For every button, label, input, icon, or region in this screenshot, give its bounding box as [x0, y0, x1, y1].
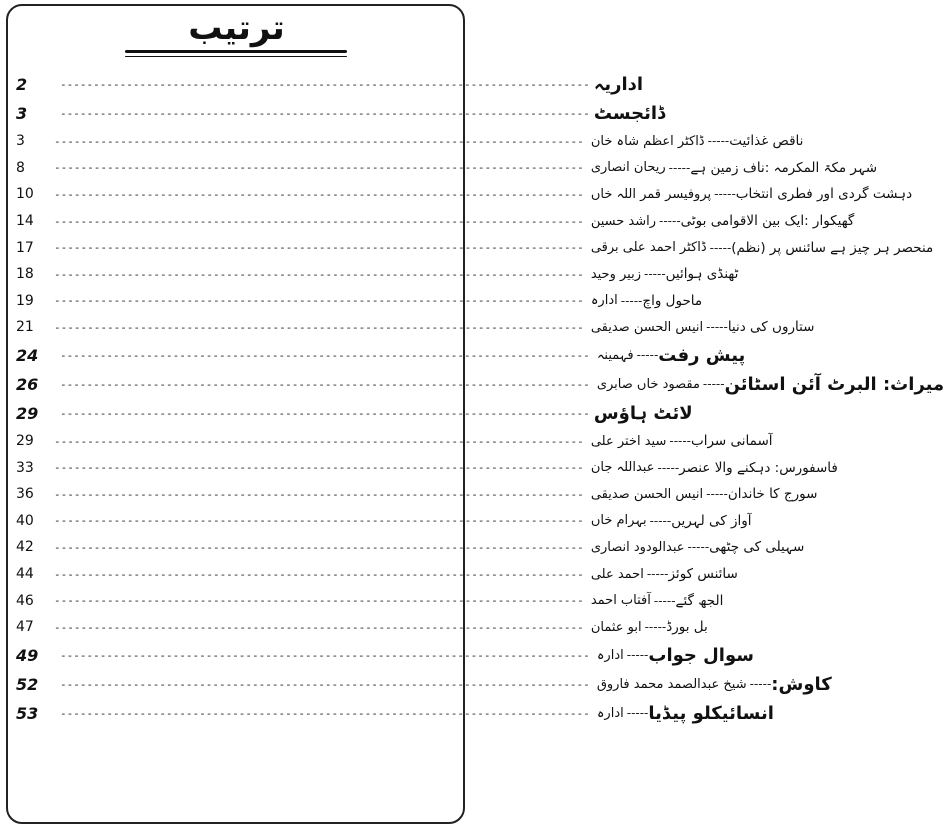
toc-separator: ----- [707, 134, 730, 149]
toc-entry[interactable] [16, 614, 708, 641]
toc-entry[interactable] [16, 699, 774, 728]
toc-page-number: 53 [16, 703, 39, 723]
toc-author: زبیر وحید [590, 266, 641, 282]
toc-title: بل بورڈ [666, 619, 708, 636]
toc-dot-leader: -------------------------------------------------------------------------------- [54, 620, 584, 634]
toc-page-number: 44 [16, 566, 34, 583]
toc-title: گھیکوار :ایک بین الاقوامی بوٹی [680, 213, 855, 230]
toc-entry[interactable] [16, 99, 666, 128]
toc-separator: ----- [636, 348, 659, 363]
toc-entry[interactable] [16, 508, 752, 535]
toc-page-number: 46 [16, 592, 34, 609]
toc-dot-leader: -------------------------------------------------------------------------------- [54, 161, 584, 175]
toc-entry[interactable] [16, 314, 815, 341]
toc-entry[interactable] [16, 561, 738, 588]
toc-dot-leader: -------------------------------------------------------------------------------- [54, 241, 584, 255]
toc-separator: ----- [714, 187, 736, 202]
title-underline [125, 50, 347, 53]
toc-dot-leader: -------------------------------------------------------------------------------- [54, 434, 584, 448]
toc-author: عبداللہ جان [590, 460, 655, 476]
toc-author: ریحان انصاری [590, 160, 666, 176]
toc-author: پروفیسر قمر اللہ خاں [590, 186, 712, 202]
toc-page-number: 33 [16, 459, 34, 476]
toc-entry[interactable] [16, 587, 724, 614]
toc-page-number: 14 [16, 213, 34, 230]
toc-title: آواز کی لہریں [671, 512, 752, 529]
toc-page-number: 36 [16, 486, 34, 503]
toc-entry[interactable] [16, 155, 878, 182]
toc-title: آسمانی سراب [691, 433, 773, 450]
toc-dot-leader: -------------------------------------------------------------------------------- [60, 78, 590, 91]
toc-dot-leader: -------------------------------------------------------------------------------- [60, 348, 590, 362]
toc-dot-leader: -------------------------------------------------------------------------------- [54, 267, 584, 281]
toc-author: ابو عثمان [590, 619, 642, 635]
toc-title: سورج کا خاندان [727, 486, 818, 503]
toc-page-number: 49 [16, 645, 39, 665]
toc-author: احمد علی [590, 566, 644, 582]
toc-title: الجھ گئے [675, 592, 724, 609]
toc-separator: ----- [668, 160, 691, 175]
toc-title: ناقص غذائیت [729, 133, 804, 150]
toc-separator: ----- [687, 540, 710, 555]
toc-separator: ----- [669, 434, 692, 449]
toc-entry[interactable] [16, 534, 805, 561]
toc-dot-leader: -------------------------------------------------------------------------------- [54, 461, 584, 475]
toc-entry[interactable] [16, 428, 773, 455]
toc-separator: ----- [649, 513, 672, 528]
toc-author: ادارہ [596, 705, 624, 721]
toc-page-number: 42 [16, 539, 34, 556]
toc-dot-leader: -------------------------------------------------------------------------------- [54, 134, 584, 148]
toc-entry[interactable] [16, 481, 818, 508]
toc-entry[interactable] [16, 181, 913, 208]
toc-author: فہمینہ [596, 347, 634, 363]
toc-title: شہر مکۃ المکرمہ :ناف زمین ہے [690, 159, 878, 176]
toc-author: ادارہ [596, 647, 624, 663]
toc-separator: ----- [659, 214, 681, 229]
toc-title: پیش رفت [658, 344, 746, 366]
toc-page-number: 21 [16, 319, 34, 336]
toc-title: ڈائجسٹ [593, 103, 666, 124]
toc-page-number: 26 [16, 374, 39, 394]
toc-entry[interactable] [16, 70, 644, 99]
toc-separator: ----- [657, 460, 680, 475]
toc-author: عبدالودود انصاری [590, 539, 685, 555]
toc-dot-leader: -------------------------------------------------------------------------------- [54, 540, 584, 554]
toc-dot-leader: -------------------------------------------------------------------------------- [60, 107, 590, 120]
toc-separator: ----- [709, 240, 732, 255]
toc-entry[interactable] [16, 128, 804, 155]
toc-page-number: 10 [16, 186, 34, 203]
toc-title: سہیلی کی چٹھی [709, 539, 805, 556]
toc-page-number: 47 [16, 619, 34, 636]
toc-author: سید اختر علی [590, 433, 667, 449]
toc-page-number: 3 [16, 133, 25, 150]
toc-page-number: 52 [16, 674, 39, 694]
toc-dot-leader: -------------------------------------------------------------------------------- [54, 320, 584, 334]
toc-entry[interactable] [16, 208, 855, 235]
toc-separator: ----- [706, 487, 728, 502]
toc-entry[interactable] [16, 370, 944, 399]
toc-title: ماحول واچ [642, 292, 703, 309]
toc-author: انیس الحسن صدیقی [590, 486, 704, 502]
toc-dot-leader: -------------------------------------------------------------------------------- [54, 214, 584, 228]
toc-author: انیس الحسن صدیقی [590, 319, 704, 335]
toc-separator: ----- [706, 320, 728, 335]
toc-author: بہرام خاں [590, 513, 647, 529]
toc-dot-leader: -------------------------------------------------------------------------------- [54, 487, 584, 501]
toc-entry[interactable] [16, 261, 739, 288]
toc-entry[interactable] [16, 454, 838, 481]
toc-page-number: 40 [16, 512, 34, 529]
toc-dot-leader: -------------------------------------------------------------------------------- [54, 594, 584, 608]
table-of-contents [16, 70, 944, 728]
toc-title: میراث: البرٹ آئن اسٹائن [724, 373, 944, 395]
toc-dot-leader: -------------------------------------------------------------------------------- [60, 406, 590, 420]
toc-page-number: 24 [16, 345, 39, 365]
toc-separator: ----- [626, 706, 649, 720]
toc-entry[interactable] [16, 641, 754, 670]
toc-author: ڈاکٹر احمد علی برقی [590, 240, 707, 256]
title-underline-thin [125, 56, 347, 57]
toc-author: شیخ عبدالصمد محمد فاروق [596, 676, 747, 692]
toc-dot-leader: -------------------------------------------------------------------------------- [60, 706, 590, 720]
toc-separator: ----- [626, 648, 649, 662]
toc-author: آفتاب احمد [590, 593, 651, 609]
toc-dot-leader: -------------------------------------------------------------------------------- [60, 377, 590, 391]
toc-separator: ----- [646, 567, 669, 582]
toc-entry[interactable] [16, 670, 832, 699]
toc-title: انسائیکلو پیڈیا [648, 702, 774, 724]
toc-page-number: 29 [16, 433, 34, 450]
toc-title: ستاروں کی دنیا [727, 319, 815, 336]
toc-dot-leader: -------------------------------------------------------------------------------- [60, 648, 590, 662]
toc-title: سوال جواب [648, 644, 754, 666]
toc-title: فاسفورس: دہکنے والا عنصر [679, 459, 838, 476]
toc-entry[interactable] [16, 288, 703, 315]
toc-separator: ----- [653, 593, 676, 608]
toc-page-number: 8 [16, 159, 25, 176]
page-title: ترتیب [188, 8, 285, 48]
toc-title: اداریہ [593, 74, 644, 95]
toc-page-number: 17 [16, 239, 34, 256]
toc-separator: ----- [644, 620, 667, 635]
toc-title: سائنس کوئز [668, 566, 738, 583]
toc-dot-leader: -------------------------------------------------------------------------------- [60, 677, 590, 691]
toc-title: منحصر ہر چیز ہے سائنس پر (نظم) [731, 239, 934, 256]
toc-author: ادارہ [590, 293, 618, 309]
toc-separator: ----- [644, 267, 666, 282]
toc-author: مقصود خاں صابری [596, 376, 700, 392]
toc-page-number: 18 [16, 266, 34, 283]
toc-page-number: 29 [16, 403, 39, 423]
toc-title: ٹھنڈی ہوائیں [665, 266, 739, 283]
toc-separator: ----- [702, 377, 725, 392]
toc-dot-leader: -------------------------------------------------------------------------------- [54, 567, 584, 581]
toc-author: ڈاکٹر اعظم شاہ خان [590, 133, 705, 149]
toc-page-number: 3 [16, 104, 28, 123]
toc-entry[interactable] [16, 341, 746, 370]
toc-separator: ----- [749, 677, 772, 691]
toc-page-number: 19 [16, 292, 34, 309]
toc-title: لائٹ ہاؤس [593, 402, 693, 424]
toc-dot-leader: -------------------------------------------------------------------------------- [54, 294, 584, 308]
toc-separator: ----- [620, 293, 643, 308]
toc-dot-leader: -------------------------------------------------------------------------------- [54, 187, 584, 201]
toc-author: راشد حسین [590, 213, 657, 229]
toc-entry[interactable] [16, 234, 934, 261]
toc-title: دہشت گردی اور فطری انتخاب [735, 186, 913, 203]
toc-entry[interactable] [16, 399, 693, 428]
toc-title: کاوش: [771, 673, 832, 695]
toc-dot-leader: -------------------------------------------------------------------------------- [54, 514, 584, 528]
toc-page-number: 2 [16, 75, 28, 94]
